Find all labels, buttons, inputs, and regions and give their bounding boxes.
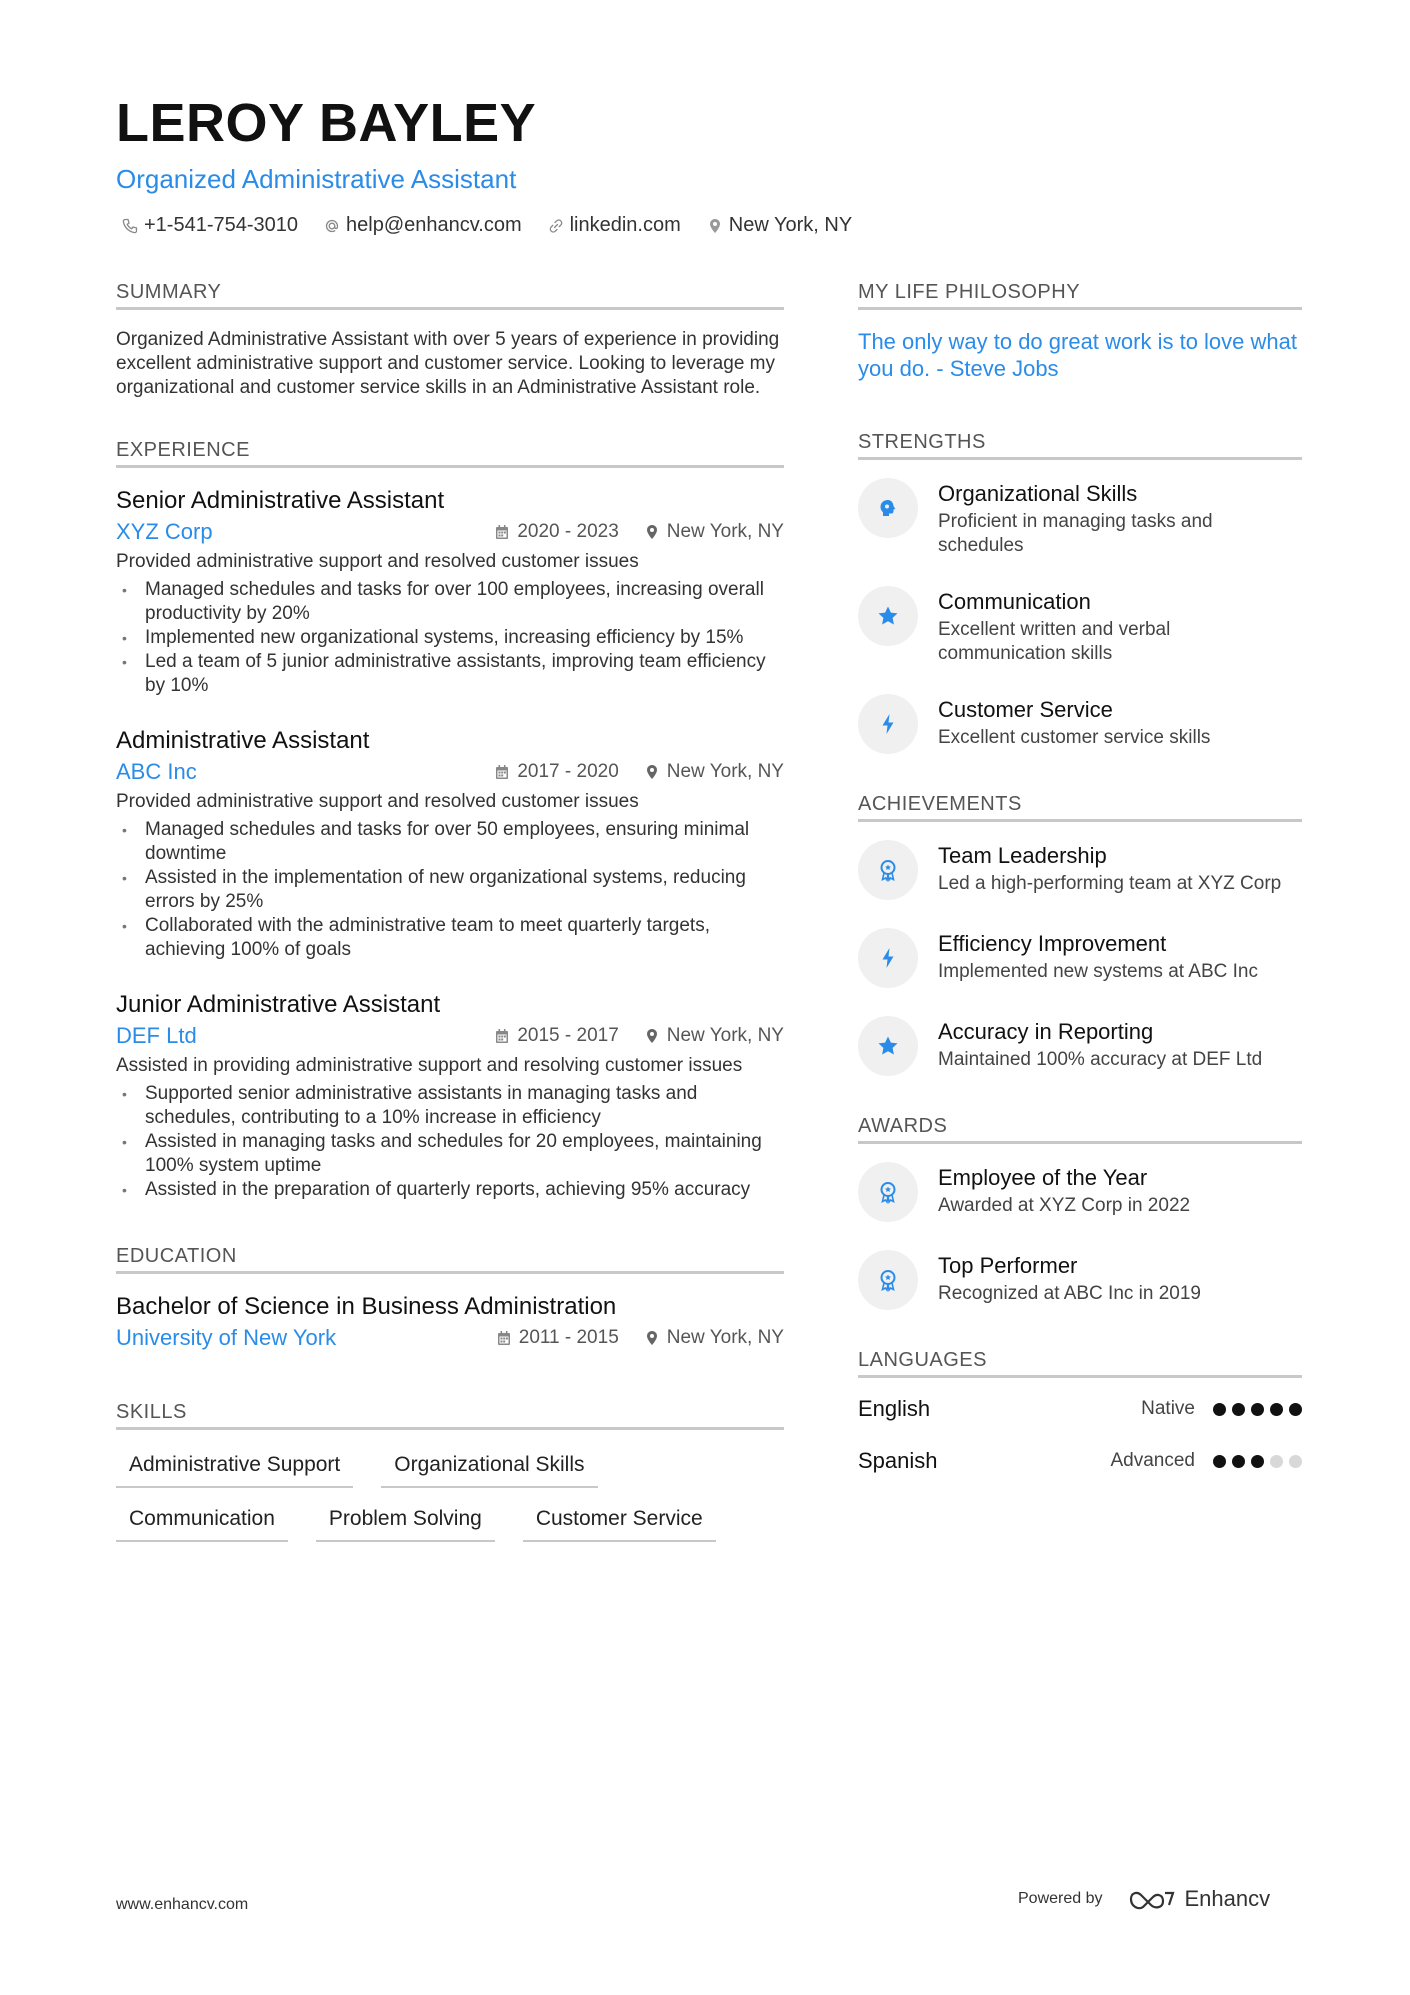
bullet-item: • Managed schedules and tasks for over 100 employees, increasing overall productivity by 20% [116, 578, 784, 626]
job-bullets [116, 578, 784, 698]
bolt-icon [876, 946, 900, 970]
education-heading: EDUCATION [116, 1246, 784, 1274]
award-icon [876, 1268, 900, 1292]
philosophy-heading: MY LIFE PHILOSOPHY [858, 282, 1302, 310]
education-dates: 2011 - 2015 [497, 1327, 619, 1349]
left-column [116, 282, 784, 1542]
language-name: English [858, 1396, 931, 1421]
award-title: Top Performer [938, 1253, 1078, 1278]
linkedin-text: linkedin.com [569, 214, 681, 236]
candidate-name: LEROY BAYLEY [116, 93, 537, 153]
rating-dot [1232, 1455, 1245, 1468]
rating-dot [1251, 1403, 1264, 1416]
job-bullets [116, 1082, 784, 1202]
rating-dot [1270, 1403, 1283, 1416]
bullet-item: • Assisted in the preparation of quarterly reports, achieving 95% accuracy [116, 1178, 784, 1202]
award-item [858, 1162, 1302, 1222]
bullet-item: • Assisted in managing tasks and schedules for 20 employees, maintaining 100% system uptime [116, 1130, 784, 1178]
company-name: DEF Ltd [116, 1023, 197, 1048]
award-item [858, 1250, 1302, 1310]
star-icon [876, 1034, 900, 1058]
skill-tag: Communication [116, 1506, 288, 1542]
strength-item [858, 586, 1302, 666]
bullet-item: • Led a team of 5 junior administrative assistants, improving team efficiency by 10% [116, 650, 784, 698]
award-desc: Recognized at ABC Inc in 2019 [938, 1283, 1202, 1304]
strength-item [858, 694, 1302, 754]
calendar-icon [495, 1028, 509, 1044]
achievement-item [858, 928, 1302, 988]
powered-by-label: Powered by [1018, 1890, 1103, 1907]
skill-tag: Organizational Skills [381, 1452, 597, 1488]
at-icon [324, 218, 340, 234]
strength-desc: Proficient in managing tasks and schedules [938, 511, 1213, 556]
education-location: New York, NY [645, 1327, 784, 1349]
achievements-heading: ACHIEVEMENTS [858, 794, 1302, 822]
achievement-item [858, 1016, 1302, 1076]
job-title: Administrative Assistant [116, 727, 370, 754]
job-location: New York, NY [645, 1025, 784, 1047]
achievement-title: Accuracy in Reporting [938, 1019, 1154, 1044]
language-level: Advanced [1110, 1450, 1195, 1471]
award-icon [876, 1180, 900, 1204]
bullet-item: • Assisted in the implementation of new organizational systems, reducing errors by 25% [116, 866, 784, 914]
language-name: Spanish [858, 1448, 938, 1473]
link-icon [548, 218, 564, 234]
phone-icon [122, 218, 138, 234]
location-pin-icon [645, 1330, 659, 1346]
job-description: Provided administrative support and resolved customer issues [116, 551, 639, 572]
footer-website[interactable]: www.enhancv.com [116, 1896, 249, 1913]
contact-phone[interactable] [122, 214, 298, 237]
strength-item [858, 478, 1302, 558]
location-text: New York, NY [728, 214, 853, 236]
job-title: Senior Administrative Assistant [116, 487, 445, 514]
awards-heading: AWARDS [858, 1116, 1302, 1144]
job-entry [116, 990, 784, 1202]
language-rating [1213, 1455, 1302, 1468]
award-desc: Awarded at XYZ Corp in 2022 [938, 1195, 1191, 1216]
skills-heading: SKILLS [116, 1402, 784, 1430]
rating-dot [1232, 1403, 1245, 1416]
star-icon [876, 604, 900, 628]
degree-title: Bachelor of Science in Business Administration [116, 1293, 617, 1320]
company-name: ABC Inc [116, 759, 197, 784]
skill-tag: Problem Solving [316, 1506, 495, 1542]
enhancv-logo-icon [1129, 1887, 1175, 1911]
job-bullets [116, 818, 784, 962]
language-level: Native [1141, 1398, 1195, 1419]
bullet-item: • Collaborated with the administrative team to meet quarterly targets, achieving 100% of goals [116, 914, 784, 962]
achievement-desc: Implemented new systems at ABC Inc [938, 961, 1258, 982]
brain-icon [876, 496, 900, 520]
enhancv-logo[interactable] [1129, 1886, 1271, 1912]
job-entry [116, 726, 784, 962]
experience-heading: EXPERIENCE [116, 440, 784, 468]
achievement-desc: Maintained 100% accuracy at DEF Ltd [938, 1049, 1263, 1070]
location-pin-icon [707, 218, 723, 234]
calendar-icon [495, 524, 509, 540]
bullet-item: • Implemented new organizational systems, increasing efficiency by 15% [116, 626, 784, 650]
strength-title: Communication [938, 589, 1091, 614]
strength-desc: Excellent written and verbal communication skills [938, 619, 1171, 664]
rating-dot [1251, 1455, 1264, 1468]
achievement-title: Team Leadership [938, 843, 1107, 868]
education-entry [116, 1292, 784, 1352]
strengths-heading: STRENGTHS [858, 432, 1302, 460]
award-title: Employee of the Year [938, 1165, 1148, 1190]
rating-dot [1289, 1403, 1302, 1416]
rating-dot [1289, 1455, 1302, 1468]
footer-branding [1018, 1886, 1270, 1912]
contact-linkedin[interactable] [548, 214, 681, 237]
skill-tag: Administrative Support [116, 1452, 353, 1488]
contact-location [707, 214, 852, 237]
job-dates: 2017 - 2020 [495, 761, 618, 783]
summary-text: Organized Administrative Assistant with over 5 years of experience in providing excellent administrative support and customer service. Looking to leverage my organizational and customer service skills in an Administrative Assistant role. [116, 329, 780, 398]
job-entry [116, 486, 784, 698]
strength-desc: Excellent customer service skills [938, 727, 1211, 748]
location-pin-icon [645, 524, 659, 540]
language-rating [1213, 1403, 1302, 1416]
languages-heading: LANGUAGES [858, 1350, 1302, 1378]
language-row [858, 1448, 1302, 1474]
contact-bar [122, 214, 852, 237]
philosophy-quote: The only way to do great work is to love what you do. - Steve Jobs [858, 329, 1297, 381]
language-row [858, 1396, 1302, 1422]
calendar-icon [497, 1330, 511, 1346]
location-pin-icon [645, 764, 659, 780]
achievement-desc: Led a high-performing team at XYZ Corp [938, 873, 1282, 894]
strength-title: Customer Service [938, 697, 1113, 722]
company-name: XYZ Corp [116, 519, 213, 544]
strength-title: Organizational Skills [938, 481, 1138, 506]
skill-tag: Customer Service [523, 1506, 716, 1542]
skills-list [116, 1452, 736, 1542]
job-description: Provided administrative support and resolved customer issues [116, 791, 639, 812]
job-title: Junior Administrative Assistant [116, 991, 441, 1018]
bolt-icon [876, 712, 900, 736]
job-description: Assisted in providing administrative support and resolving customer issues [116, 1055, 743, 1076]
bullet-item: • Supported senior administrative assistants in managing tasks and schedules, contributing to a 10% increase in efficiency [116, 1082, 784, 1130]
job-location: New York, NY [645, 761, 784, 783]
rating-dot [1213, 1455, 1226, 1468]
school-name: University of New York [116, 1325, 337, 1350]
right-column [858, 282, 1302, 1500]
candidate-title: Organized Administrative Assistant [116, 164, 517, 194]
rating-dot [1213, 1403, 1226, 1416]
award-icon [876, 858, 900, 882]
job-dates: 2015 - 2017 [495, 1025, 618, 1047]
achievement-item [858, 840, 1302, 900]
brand-name: Enhancv [1184, 1886, 1271, 1911]
bullet-item: • Managed schedules and tasks for over 50 employees, ensuring minimal downtime [116, 818, 784, 866]
calendar-icon [495, 764, 509, 780]
summary-heading: SUMMARY [116, 282, 784, 310]
rating-dot [1270, 1455, 1283, 1468]
job-location: New York, NY [645, 521, 784, 543]
achievement-title: Efficiency Improvement [938, 931, 1167, 956]
phone-text: +1-541-754-3010 [144, 214, 299, 236]
location-pin-icon [645, 1028, 659, 1044]
contact-email[interactable] [324, 214, 522, 237]
email-text: help@enhancv.com [346, 214, 522, 236]
job-dates: 2020 - 2023 [495, 521, 618, 543]
